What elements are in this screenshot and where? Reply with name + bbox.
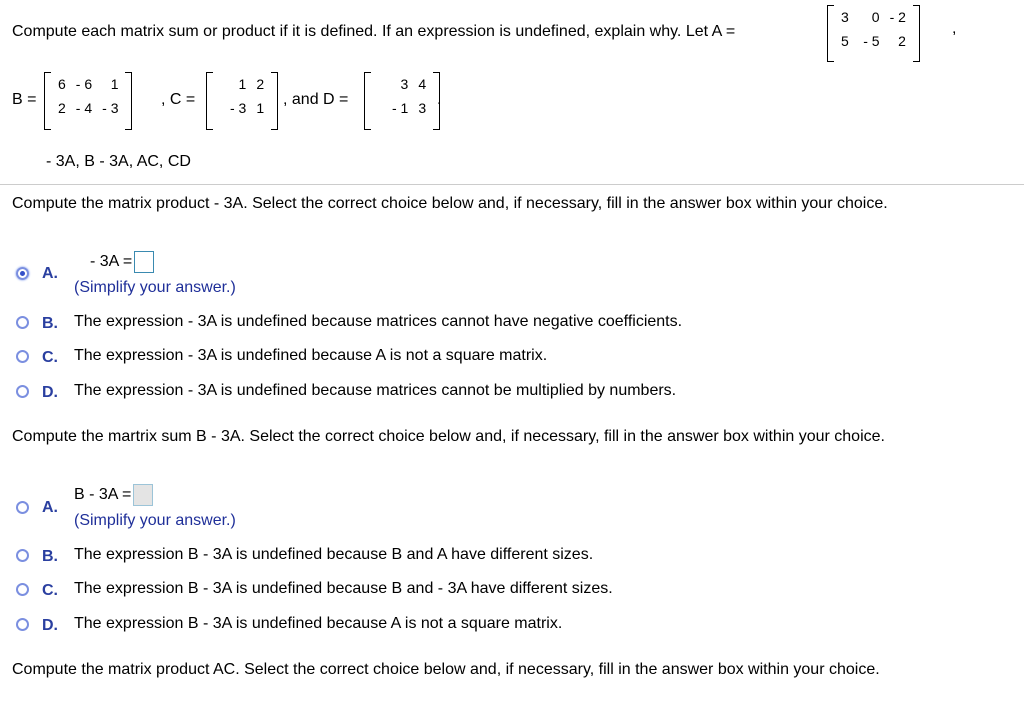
q1-answer-box[interactable] [134, 251, 154, 273]
option-letter: A. [42, 499, 58, 516]
cell: 5 [841, 33, 849, 49]
option-letter: A. [42, 265, 58, 282]
option-letter: B. [42, 548, 58, 565]
q1-expr: - 3A = [90, 253, 133, 271]
cell: - 3 [230, 100, 247, 116]
cell: - 4 [75, 100, 93, 116]
option-letter: B. [42, 315, 58, 332]
label-c: , C = [161, 91, 196, 108]
matrix-b [44, 72, 132, 130]
cell: - 1 [392, 100, 409, 116]
q2-option-b-radio[interactable] [16, 549, 29, 562]
simplify-hint: (Simplify your answer.) [74, 279, 236, 296]
cell: - 2 [889, 9, 906, 25]
cell: 1 [256, 100, 265, 116]
q2-expr: B - 3A = [74, 486, 132, 504]
cell: 2 [58, 100, 66, 116]
divider [0, 184, 1024, 185]
q2-option-a-radio[interactable] [16, 501, 29, 514]
q1-option-d-radio[interactable] [16, 385, 29, 398]
option-letter: D. [42, 384, 58, 401]
q3-prompt: Compute the matrix product AC. Select the correct choice below and, if necessary, fill in the answer box within your choice. [12, 661, 880, 678]
matrix-d [364, 72, 440, 130]
matrix-c [206, 72, 278, 130]
cell: 0 [871, 9, 880, 25]
cell: 3 [841, 9, 849, 25]
label-b: B = [12, 91, 37, 108]
option-letter: C. [42, 349, 58, 366]
cell: 1 [238, 76, 247, 92]
cell: 3 [400, 76, 409, 92]
expressions-list: - 3A, B - 3A, AC, CD [46, 153, 191, 170]
q1-prompt: Compute the matrix product - 3A. Select the correct choice below and, if necessary, fill in the answer box within your choice. [12, 195, 888, 212]
q2-prompt: Compute the martrix sum B - 3A. Select the correct choice below and, if necessary, fill in the answer box within your choice. [12, 428, 885, 445]
cell: 1 [110, 76, 119, 92]
cell: 2 [898, 33, 906, 49]
problem-intro: Compute each matrix sum or product if it is defined. If an expression is undefined, explain why. Let A = [12, 23, 736, 40]
label-d: , and D = [283, 91, 349, 108]
option-letter: C. [42, 582, 58, 599]
cell: 2 [256, 76, 265, 92]
q2-option-b-text: The expression B - 3A is undefined because B and A have different sizes. [74, 546, 594, 563]
cell: - 6 [75, 76, 93, 92]
comma: , [952, 20, 957, 37]
q2-option-c-text: The expression B - 3A is undefined because B and - 3A have different sizes. [74, 580, 613, 597]
q2-option-d-radio[interactable] [16, 618, 29, 631]
q1-option-a-radio[interactable] [16, 267, 29, 280]
q1-option-d-text: The expression - 3A is undefined because matrices cannot be multiplied by numbers. [74, 382, 677, 399]
option-letter: D. [42, 617, 58, 634]
q1-option-c-text: The expression - 3A is undefined because A is not a square matrix. [74, 347, 548, 364]
cell: 6 [58, 76, 66, 92]
q2-option-d-text: The expression B - 3A is undefined because A is not a square matrix. [74, 615, 563, 632]
period: . [437, 91, 442, 108]
q2-option-c-radio[interactable] [16, 583, 29, 596]
cell: 3 [418, 100, 427, 116]
q1-option-c-radio[interactable] [16, 350, 29, 363]
q2-answer-box[interactable] [133, 484, 153, 506]
cell: - 5 [863, 33, 880, 49]
cell: 4 [418, 76, 427, 92]
cell: - 3 [102, 100, 119, 116]
q1-option-b-text: The expression - 3A is undefined because matrices cannot have negative coefficients. [74, 313, 683, 330]
matrix-a [827, 5, 920, 62]
q1-option-b-radio[interactable] [16, 316, 29, 329]
simplify-hint: (Simplify your answer.) [74, 512, 236, 529]
